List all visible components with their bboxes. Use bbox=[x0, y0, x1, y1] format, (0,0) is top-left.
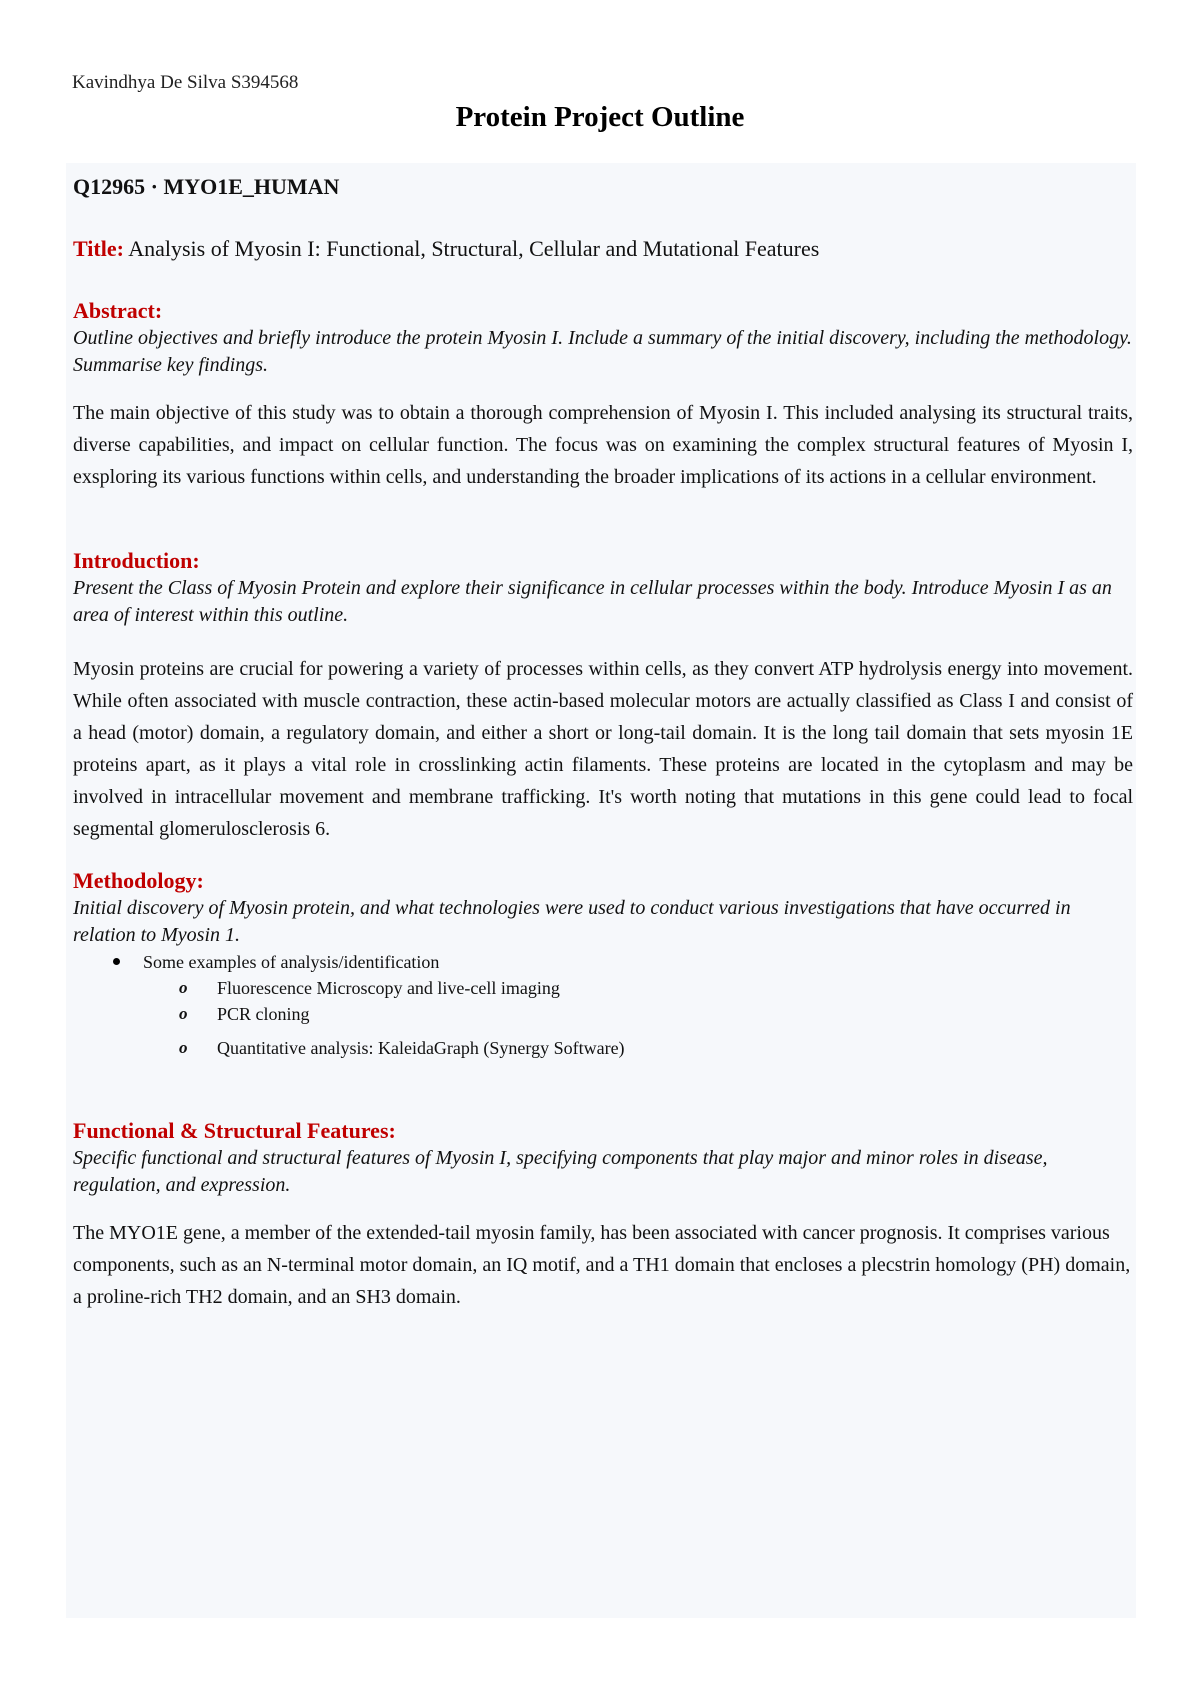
list-item bbox=[143, 1035, 1133, 1061]
features-heading: Functional & Structural Features: bbox=[73, 1118, 396, 1143]
methodology-instruction: Initial discovery of Myosin protein, and what technologies were used to conduct various investigations that have occurred in relation to Myosin 1. bbox=[73, 897, 1071, 946]
abstract-instruction: Outline objectives and briefly introduce the protein Myosin I. Include a summary of the initial discovery, including the methodology. Summarise key findings. bbox=[73, 327, 1132, 376]
introduction-heading: Introduction: bbox=[73, 548, 200, 573]
introduction-instruction: Present the Class of Myosin Protein and explore their significance in cellular processes within the body. Introduce Myosin I as an area of interest within this outline. bbox=[73, 577, 1112, 626]
document-title: Protein Project Outline bbox=[455, 101, 745, 133]
methodology-section bbox=[73, 867, 1133, 1061]
methodology-bullet-list bbox=[73, 949, 1133, 1061]
project-title bbox=[73, 235, 1133, 263]
content bbox=[73, 173, 1133, 1313]
list-item bbox=[73, 949, 1133, 1061]
introduction-body: Myosin proteins are crucial for powering a variety of processes within cells, as they convert ATP hydrolysis energy into movement. While often associated with muscle contraction, these actin-based molecular motors are actually classified as Class I and consist of a head (motor) domain, a regulatory domain, and either a short or long-tail domain. It is the long tail domain that sets myosin 1E proteins apart, as it plays a vital role in crosslinking actin filaments. These proteins are located in the cytoplasm and may be involved in intracellular movement and membrane trafficking. It's worth noting that mutations in this gene could lead to focal segmental glomerulosclerosis 6. bbox=[73, 658, 1133, 840]
abstract-heading: Abstract: bbox=[73, 298, 163, 323]
sub-bullet-marker: o bbox=[179, 978, 188, 997]
title-text: Analysis of Myosin I: Functional, Structural, Cellular and Mutational Features bbox=[128, 236, 820, 261]
sub-item-text: Fluorescence Microscopy and live-cell imaging bbox=[217, 978, 560, 998]
methodology-heading: Methodology: bbox=[73, 868, 204, 893]
abstract-section bbox=[73, 297, 1133, 493]
introduction-section bbox=[73, 547, 1133, 845]
features-instruction: Specific functional and structural features of Myosin I, specifying components that play major and minor roles in disease, regulation, and expression. bbox=[73, 1147, 1048, 1196]
bullet-text: Some examples of analysis/identification bbox=[143, 952, 440, 972]
features-body: The MYO1E gene, a member of the extended-tail myosin family, has been associated with cancer prognosis. It comprises various components, such as an N-terminal motor domain, an IQ motif, and a TH1 domain that encloses a plecstrin homology (PH) domain, a proline-rich TH2 domain, and an SH3 domain. bbox=[73, 1222, 1131, 1308]
methodology-sub-list bbox=[143, 975, 1133, 1061]
list-item bbox=[143, 975, 1133, 1001]
sub-item-text: PCR cloning bbox=[217, 1004, 310, 1024]
author-line: Kavindhya De Silva S394568 bbox=[72, 72, 299, 93]
sub-item-text: Quantitative analysis: KaleidaGraph (Synergy Software) bbox=[217, 1038, 625, 1058]
title-label: Title: bbox=[73, 236, 124, 261]
sub-bullet-marker: o bbox=[179, 1038, 188, 1057]
list-item bbox=[143, 1001, 1133, 1027]
features-section bbox=[73, 1117, 1133, 1313]
accession-id: Q12965 · MYO1E_HUMAN bbox=[73, 174, 340, 199]
abstract-body: The main objective of this study was to obtain a thorough comprehension of Myosin I. This included analysing its structural traits, diverse capabilities, and impact on cellular function. The focus was on examining the complex structural features of Myosin I, exsploring its various functions within cells, and understanding the broader implications of its actions in a cellular environment. bbox=[73, 402, 1133, 488]
sub-bullet-marker: o bbox=[179, 1004, 188, 1023]
